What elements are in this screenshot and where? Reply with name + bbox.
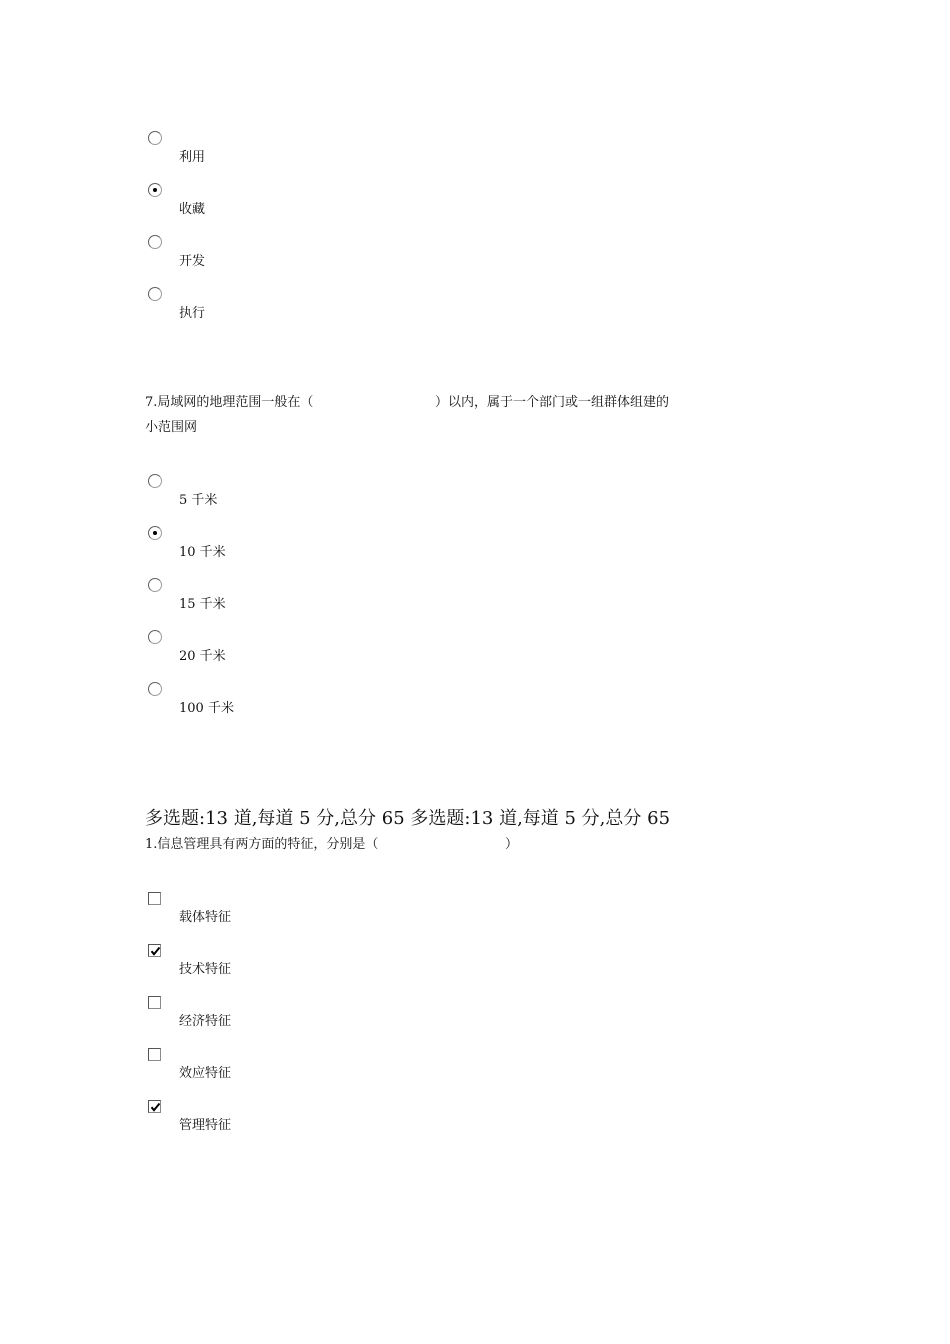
mq1-option-label-4: 效应特征 <box>179 1066 232 1081</box>
prev-option-radio-2[interactable] <box>148 183 162 197</box>
q7-option-radio-2[interactable] <box>148 526 162 540</box>
mq1-option-label-1: 载体特征 <box>179 910 232 925</box>
mq1-option-checkbox-1[interactable] <box>148 892 161 905</box>
q7-option-label-2: 10 千米 <box>179 545 226 560</box>
prev-option-label-1: 利用 <box>179 150 206 165</box>
q7-text-line1-after: ）以内，属于一个部门或一组群体组建的 <box>435 395 670 410</box>
prev-option-label-4: 执行 <box>179 306 206 321</box>
prev-option-label-2: 收藏 <box>179 202 206 217</box>
q7-text-line2: 小范围网 <box>145 420 198 435</box>
mq1-text-before: 1.信息管理具有两方面的特征，分别是（ <box>145 837 379 852</box>
prev-option-radio-4[interactable] <box>148 287 162 301</box>
mq1-option-checkbox-3[interactable] <box>148 996 161 1009</box>
prev-option-radio-3[interactable] <box>148 235 162 249</box>
checkmark-icon <box>149 945 162 958</box>
mq1-option-checkbox-4[interactable] <box>148 1048 161 1061</box>
q7-text-line1-before: 7.局域网的地理范围一般在（ <box>145 395 314 410</box>
mq1-option-label-5: 管理特征 <box>179 1118 232 1133</box>
q7-option-label-5: 100 千米 <box>179 701 234 716</box>
q7-option-label-1: 5 千米 <box>179 493 218 508</box>
prev-option-radio-1[interactable] <box>148 131 162 145</box>
q7-option-label-3: 15 千米 <box>179 597 226 612</box>
multi-section-heading: 多选题:13 道,每道 5 分,总分 65 多选题:13 道,每道 5 分,总分 65 <box>145 808 671 829</box>
q7-option-radio-4[interactable] <box>148 630 162 644</box>
checkmark-icon <box>149 1101 162 1114</box>
mq1-option-checkbox-2[interactable] <box>148 944 161 957</box>
q7-option-radio-1[interactable] <box>148 474 162 488</box>
q7-option-radio-5[interactable] <box>148 682 162 696</box>
mq1-option-label-3: 经济特征 <box>179 1014 232 1029</box>
q7-option-label-4: 20 千米 <box>179 649 226 664</box>
radio-selected-dot <box>153 531 157 535</box>
mq1-text-after: ） <box>505 837 519 852</box>
prev-option-label-3: 开发 <box>179 254 206 269</box>
mq1-option-checkbox-5[interactable] <box>148 1100 161 1113</box>
mq1-option-label-2: 技术特征 <box>179 962 232 977</box>
q7-option-radio-3[interactable] <box>148 578 162 592</box>
radio-selected-dot <box>153 188 157 192</box>
